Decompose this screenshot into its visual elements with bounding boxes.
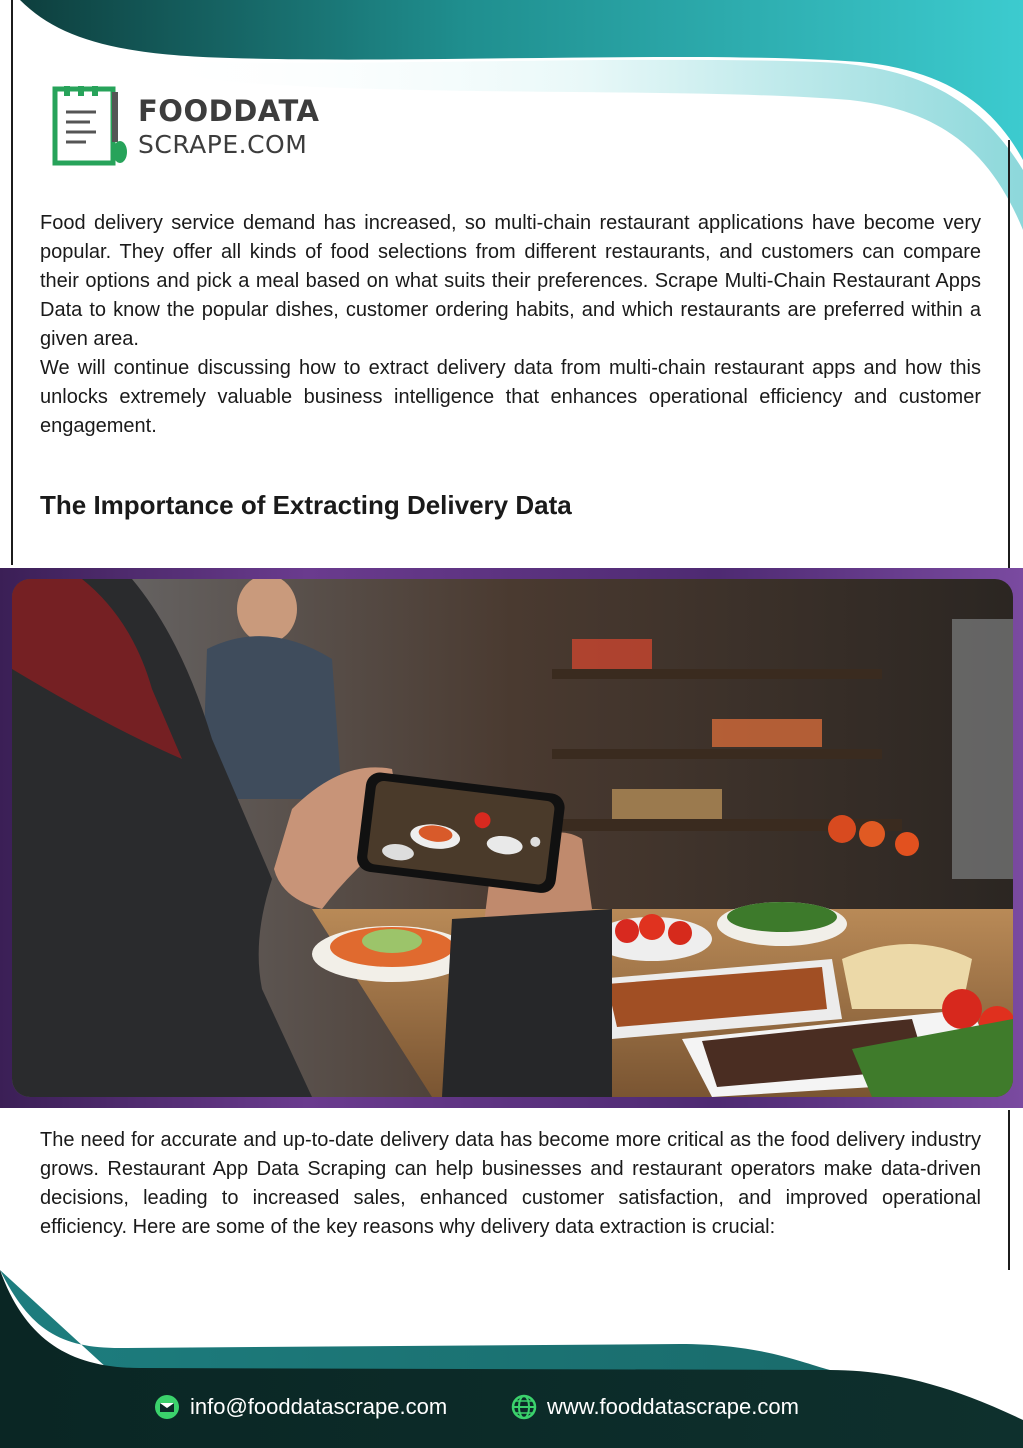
footer-website[interactable] <box>511 1394 799 1420</box>
menu-fork-icon <box>52 86 128 168</box>
email-link[interactable]: info@fooddatascrape.com <box>190 1394 448 1419</box>
globe-icon <box>511 1394 537 1420</box>
logo-wordmark-bottom: SCRAPE.COM <box>138 130 308 159</box>
intro-paragraph-2: We will continue discussing how to extract delivery data from multi-chain restaurant apps and how this unlocks extremely valuable business intelligence that enhances operational efficiency and customer engagement. <box>40 357 981 437</box>
right-border-line-lower <box>1008 1110 1010 1270</box>
logo-wordmark-top: FOODDATA <box>138 94 320 128</box>
food-photo <box>12 579 1013 1097</box>
brand-logo[interactable] <box>52 86 342 168</box>
footer-contact-bar <box>0 1394 1023 1428</box>
kitchen-shelf <box>552 669 882 679</box>
footer-email[interactable] <box>154 1394 447 1420</box>
right-border-line <box>1008 140 1010 568</box>
kitchen-shelf <box>552 749 882 759</box>
email-check-icon <box>154 1394 180 1420</box>
section-body-paragraph: The need for accurate and up-to-date delivery data has become more critical as the food delivery industry grows. Restaurant App Data Scraping can help businesses and restaurant operators make data-driven decisions, leading to increased sales, enhanced customer satisfaction, and improved operational efficiency. Here are some of the key reasons why delivery data extraction is crucial: <box>40 1129 981 1238</box>
intro-paragraph-1: Food delivery service demand has increased, so multi-chain restaurant applications have become very popular. They offer all kinds of food selections from different restaurants, and customers can compare their options and pick a meal based on what suits their preferences. Scrape Multi-Chain Restaurant Apps Data to know the popular dishes, customer ordering habits, and which restaurants are preferred within a given area. <box>40 212 981 350</box>
website-link[interactable]: www.fooddatascrape.com <box>547 1394 799 1419</box>
left-border-line <box>11 0 13 565</box>
section-heading: The Importance of Extracting Delivery Data <box>40 490 572 520</box>
